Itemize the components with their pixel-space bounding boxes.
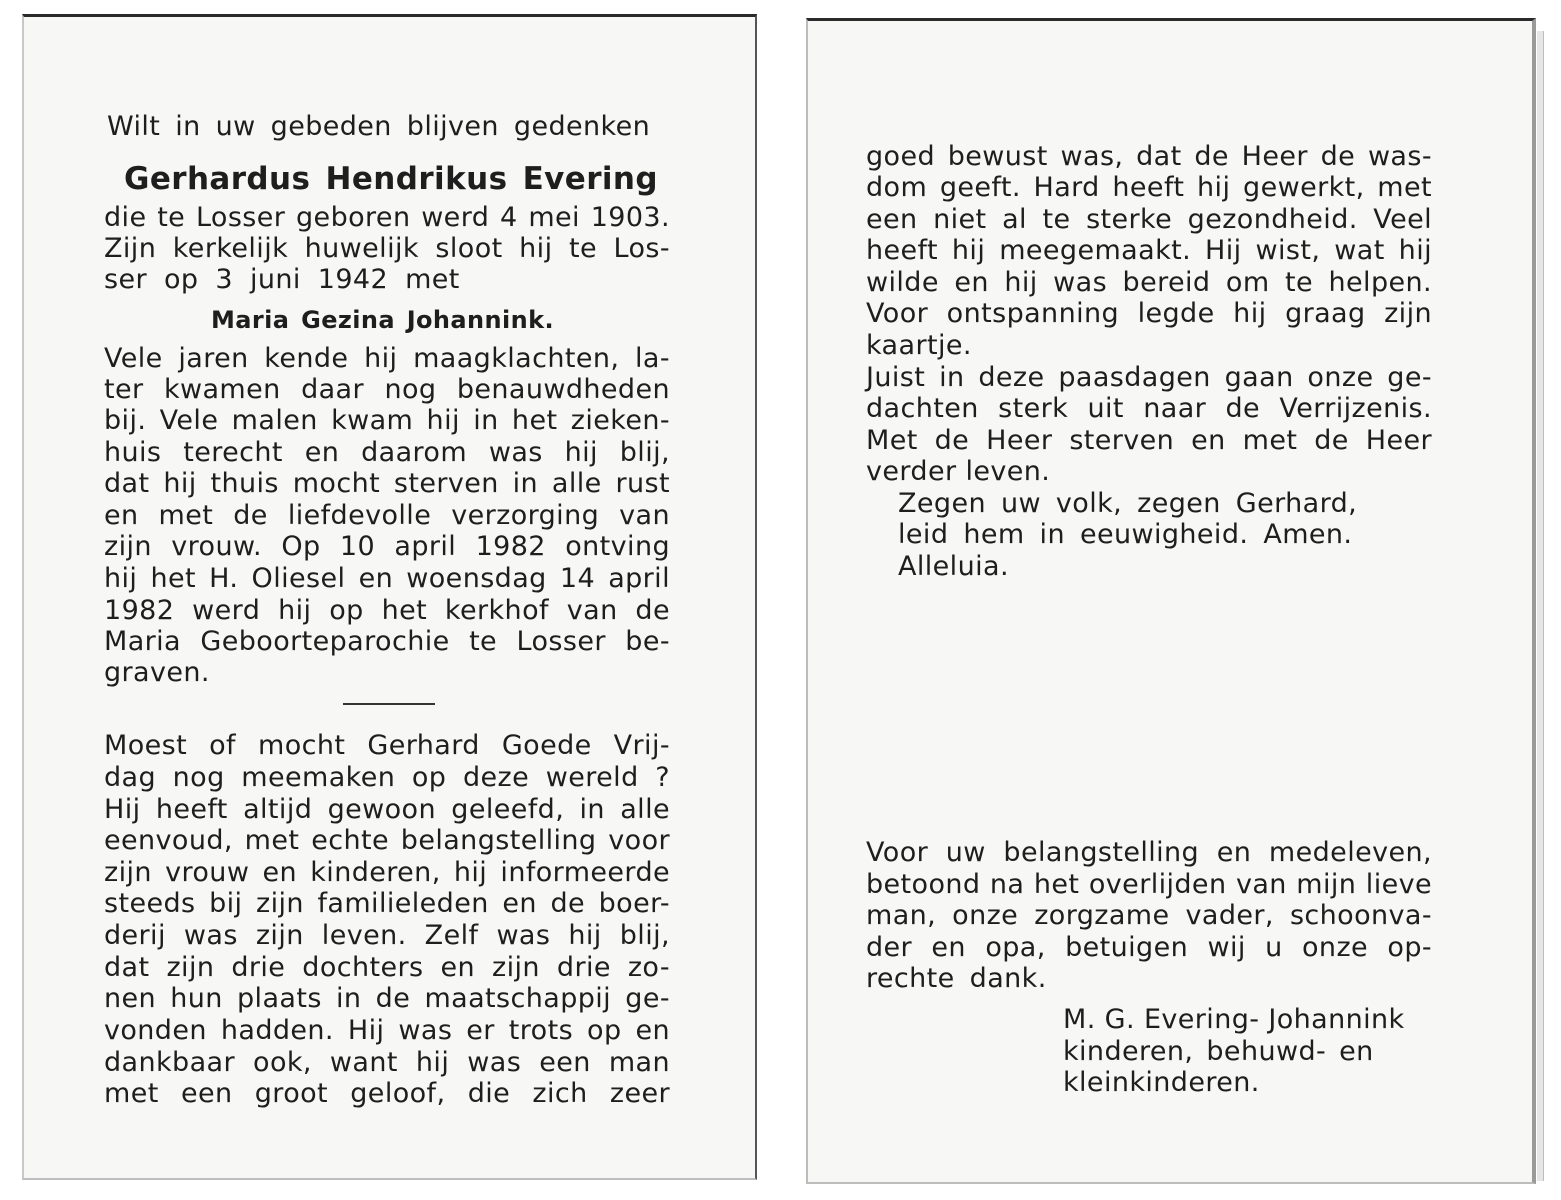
thanks-line: betoond na het overlijden van mijn lieve [866,869,1432,900]
deceased-name: Gerhardus Hendrikus Evering [124,161,658,197]
body-line: Voor ontspanning legde hij graag zijn [866,298,1432,329]
body-line: dom geeft. Hard heeft hij gewerkt, met [866,172,1432,203]
body-line: Moest of mocht Gerhard Goede Vrij- [104,730,670,761]
birth-line: Zijn kerkelijk huwelijk sloot hij te Los- [104,233,670,264]
body-line: derij was zijn leven. Zelf was hij blij, [104,920,670,951]
body-line: huis terecht en daarom was hij blij, [104,437,670,468]
thanks-line: man, onze zorgzame vader, schoonva- [866,900,1432,931]
intro-text: Wilt in uw gebeden blijven gedenken [107,111,651,142]
divider [343,703,435,705]
body-line: ter kwamen daar nog benauwdheden [104,374,670,405]
body-line: steeds bij zijn familieleden en de boer- [104,888,670,919]
birth-line: ser op 3 juni 1942 met [104,264,460,295]
prayer-line: leid hem in eeuwigheid. Amen. [898,519,1353,550]
body-line: zijn vrouw en kinderen, hij informeerde [104,857,670,888]
body-line: zijn vrouw. Op 10 april 1982 ontving [104,531,670,562]
body-line: 1982 werd hij op het kerkhof van de [104,595,670,626]
spouse-name: Maria Gezina Johannink. [211,306,554,334]
body-line: een niet al te sterke gezondheid. Veel [866,204,1432,235]
body-line: nen hun plaats in de maatschappij ge- [104,983,670,1014]
right-card [806,18,1536,1184]
body-line: dachten sterk uit naar de Verrijzenis. [866,393,1432,424]
body-line: Vele jaren kende hij maagklachten, la- [104,343,670,374]
thanks-line: rechte dank. [866,963,1047,994]
body-line: Juist in deze paasdagen gaan onze ge- [866,362,1432,393]
birth-line: die te Losser geboren werd 4 mei 1903. [104,202,670,233]
signature-line: kinderen, behuwd- en [1063,1036,1374,1067]
body-line: eenvoud, met echte belangstelling voor [104,825,670,856]
body-line: dat zijn drie dochters en zijn drie zo- [104,952,670,983]
thanks-line: der en opa, betuigen wij u onze op- [866,932,1432,963]
left-card [22,14,757,1180]
body-line: kaartje. [866,330,972,361]
body-line: verder leven. [866,456,1051,487]
body-line: goed bewust was, dat de Heer de was- [866,141,1432,172]
body-line: bij. Vele malen kwam hij in het zieken- [104,405,670,436]
body-line: Maria Geboorteparochie te Losser be- [104,626,670,657]
body-line: graven. [104,657,210,688]
body-line: en met de liefdevolle verzorging van [104,500,670,531]
body-line: Hij heeft altijd gewoon geleefd, in alle [104,794,670,825]
body-line: vonden hadden. Hij was er trots op en [104,1015,670,1046]
body-line: met een groot geloof, die zich zeer [104,1078,670,1109]
body-line: Met de Heer sterven en met de Heer [866,425,1432,456]
body-line: dag nog meemaken op deze wereld ? [104,762,670,793]
prayer-line: Zegen uw volk, zegen Gerhard, [898,488,1358,519]
thanks-line: Voor uw belangstelling en medeleven, [866,837,1432,868]
signature-line: kleinkinderen. [1063,1067,1260,1098]
body-line: heeft hij meegemaakt. Hij wist, wat hij [866,235,1432,266]
body-line: wilde en hij was bereid om te helpen. [866,267,1432,298]
body-line: dat hij thuis mocht sterven in alle rust [104,468,670,499]
body-line: dankbaar ook, want hij was een man [104,1047,670,1078]
signature-line: M. G. Evering- Johannink [1063,1004,1405,1035]
body-line: hij het H. Oliesel en woensdag 14 april [104,563,670,594]
prayer-line: Alleluia. [898,551,1009,582]
